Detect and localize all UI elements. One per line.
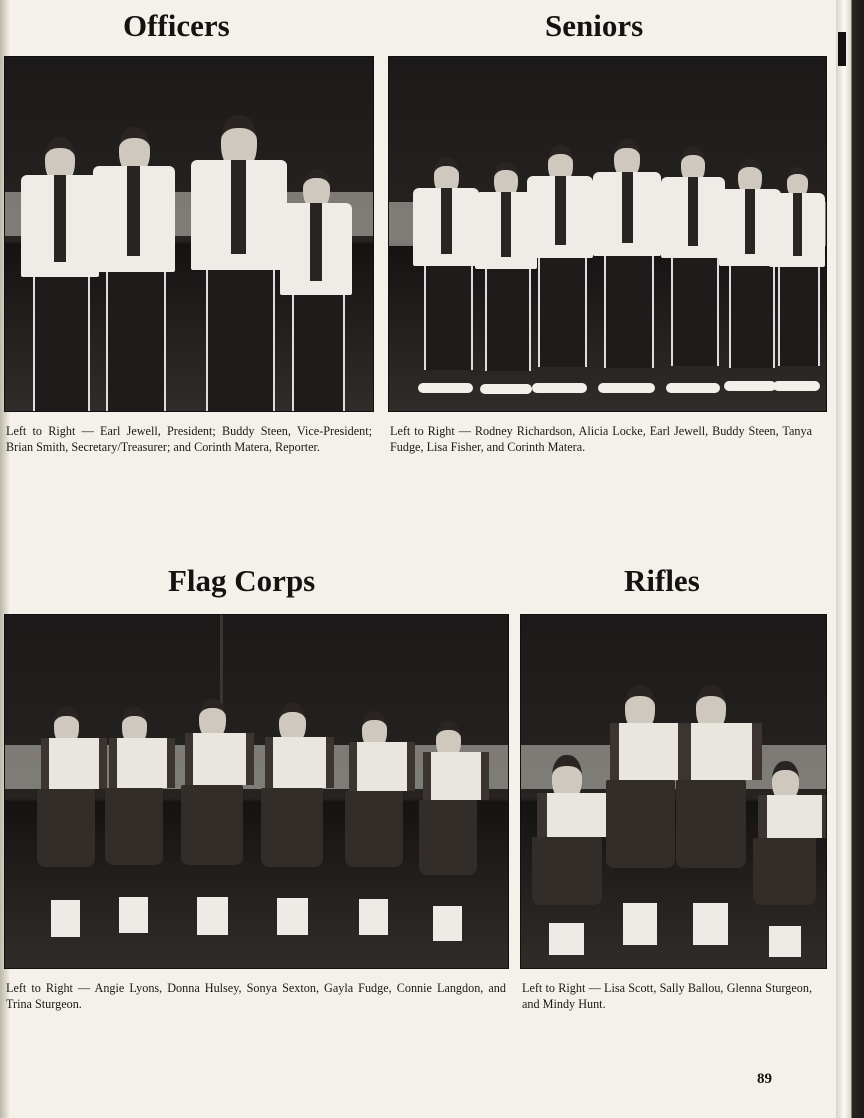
band-member-figure (413, 157, 479, 393)
flag-corps-caption: Left to Right — Angie Lyons, Donna Hulsey, Sonya Sexton, Gayla Fudge, Connie Langdon, and Trina Sturgeon. (6, 981, 506, 1011)
band-member-figure (93, 127, 175, 412)
guard-member-figure (341, 711, 407, 935)
rifles-heading: Rifles (624, 563, 700, 598)
guard-member-figure (257, 703, 327, 935)
band-member-figure (280, 169, 352, 412)
flag-corps-photo (4, 614, 509, 969)
seniors-heading: Seniors (545, 8, 644, 43)
officers-photo (4, 56, 374, 412)
guard-member-figure (101, 707, 167, 933)
guard-member-figure (749, 761, 821, 957)
rifles-caption: Left to Right — Lisa Scott, Sally Ballou, Glenna Sturgeon, and Mindy Hunt. (522, 981, 812, 1011)
band-member-figure (661, 147, 725, 393)
book-spine-edge (836, 0, 864, 1118)
band-member-figure (593, 139, 661, 393)
band-member-figure (191, 115, 287, 412)
band-member-figure (769, 167, 825, 391)
band-member-figure (21, 137, 99, 412)
seniors-caption: Left to Right — Rodney Richardson, Alicia Locke, Earl Jewell, Buddy Steen, Tanya Fudge, Lisa Fisher, and Corinth Matera. (390, 424, 812, 454)
officers-caption: Left to Right — Earl Jewell, President; Buddy Steen, Vice-President; Brian Smith, Secretary/Treasurer; and Corinth Matera, Reporter. (6, 424, 372, 454)
flag-corps-heading: Flag Corps (168, 563, 316, 598)
band-member-figure (527, 145, 593, 393)
guard-member-figure (33, 707, 99, 937)
page-number: 89 (757, 1071, 772, 1087)
spine-mark (838, 32, 846, 66)
guard-member-figure (415, 721, 481, 941)
rifles-photo (520, 614, 827, 969)
seniors-photo (388, 56, 827, 412)
guard-member-figure (177, 699, 247, 935)
guard-member-figure (601, 685, 679, 945)
guard-member-figure (527, 755, 607, 955)
officers-heading: Officers (123, 8, 230, 43)
guard-member-figure (671, 685, 751, 945)
